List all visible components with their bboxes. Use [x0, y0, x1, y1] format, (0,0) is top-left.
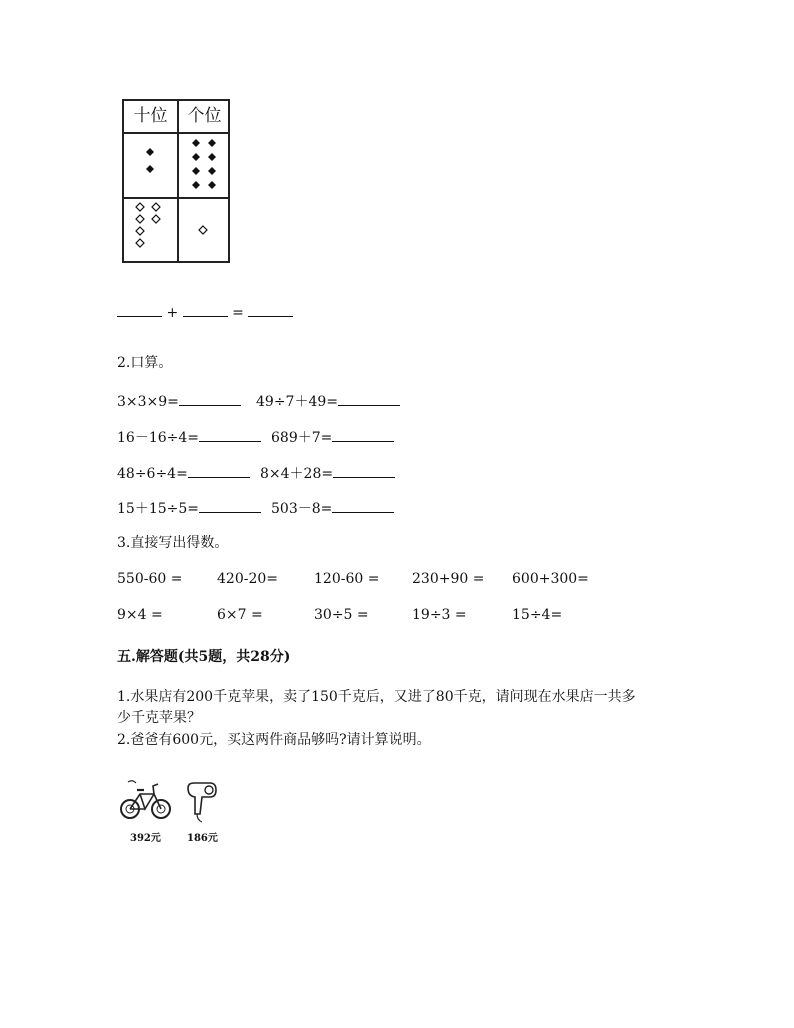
answer-blank[interactable] [117, 302, 162, 317]
q3-problem: 600+300= [512, 571, 589, 587]
answer-blank[interactable] [199, 498, 261, 513]
answer-blank[interactable] [333, 463, 395, 478]
q3-problem: 550-60 = [117, 571, 183, 587]
q2-row-3b [260, 463, 395, 483]
q2-row-1 [117, 391, 241, 411]
q2-row-4 [117, 498, 261, 518]
q2-title: 2.口算。 [117, 355, 173, 371]
answer-blank[interactable] [332, 427, 394, 442]
q2-row-3 [117, 463, 250, 483]
q3-problem: 15÷4= [512, 607, 563, 623]
q2-problem: 8×4＋28= [260, 466, 334, 482]
q3-problem: 230+90 = [412, 571, 485, 587]
answer-blank[interactable] [248, 302, 293, 317]
fill-equation [117, 302, 293, 322]
header-ones: 个位 [187, 106, 222, 126]
answer-blank[interactable] [338, 391, 400, 406]
problem-2: 2.爸爸有600元，买这两件商品够吗?请计算说明。 [117, 732, 431, 748]
problem-1-line-1: 1.水果店有200千克苹果，卖了150千克后，又进了80千克，请问现在水果店一共多 [117, 689, 636, 705]
place-value-table [122, 99, 230, 263]
q2-row-2b [271, 427, 394, 447]
bike-price: 392元 [130, 833, 161, 844]
q2-row-4b [271, 498, 394, 518]
q2-problem: 3×3×9= [117, 394, 179, 410]
answer-blank[interactable] [188, 463, 250, 478]
q2-problem: 48÷6÷4= [117, 466, 188, 482]
problem-1-line-2: 少千克苹果？ [117, 710, 201, 726]
q2-problem: 689＋7= [271, 430, 333, 446]
q3-problem: 9×4 = [117, 607, 163, 623]
bicycle-icon [118, 776, 174, 826]
plus-sign: + [166, 305, 179, 321]
q2-problem: 503－8= [271, 501, 333, 517]
q2-problem: 16－16÷4= [117, 430, 199, 446]
header-tens: 十位 [133, 106, 168, 126]
answer-blank[interactable] [183, 302, 228, 317]
dryer-price: 186元 [187, 833, 218, 844]
q3-problem: 30÷5 = [314, 607, 369, 623]
answer-blank[interactable] [179, 391, 241, 406]
q3-title: 3.直接写出得数。 [117, 535, 229, 551]
equals-sign: = [232, 305, 244, 321]
q3-problem: 420-20= [217, 571, 278, 587]
filled-dot [146, 148, 154, 156]
ones-filled-dots [178, 132, 231, 197]
q2-row-1b [256, 391, 400, 411]
q2-problem: 49÷7＋49= [256, 394, 338, 410]
hair-dryer-icon [184, 780, 220, 826]
tens-filled-dots [124, 132, 177, 197]
tens-hollow-dots [124, 198, 177, 262]
q3-problem: 120-60 = [314, 571, 380, 587]
section-title: 五.解答题(共5题，共28分) [117, 649, 291, 665]
answer-blank[interactable] [199, 427, 261, 442]
q2-row-2 [117, 427, 261, 447]
q3-problem: 19÷3 = [412, 607, 467, 623]
ones-hollow-dots [178, 198, 231, 262]
answer-blank[interactable] [332, 498, 394, 513]
q2-problem: 15＋15÷5= [117, 501, 199, 517]
filled-dot [146, 165, 154, 173]
q3-problem: 6×7 = [217, 607, 263, 623]
